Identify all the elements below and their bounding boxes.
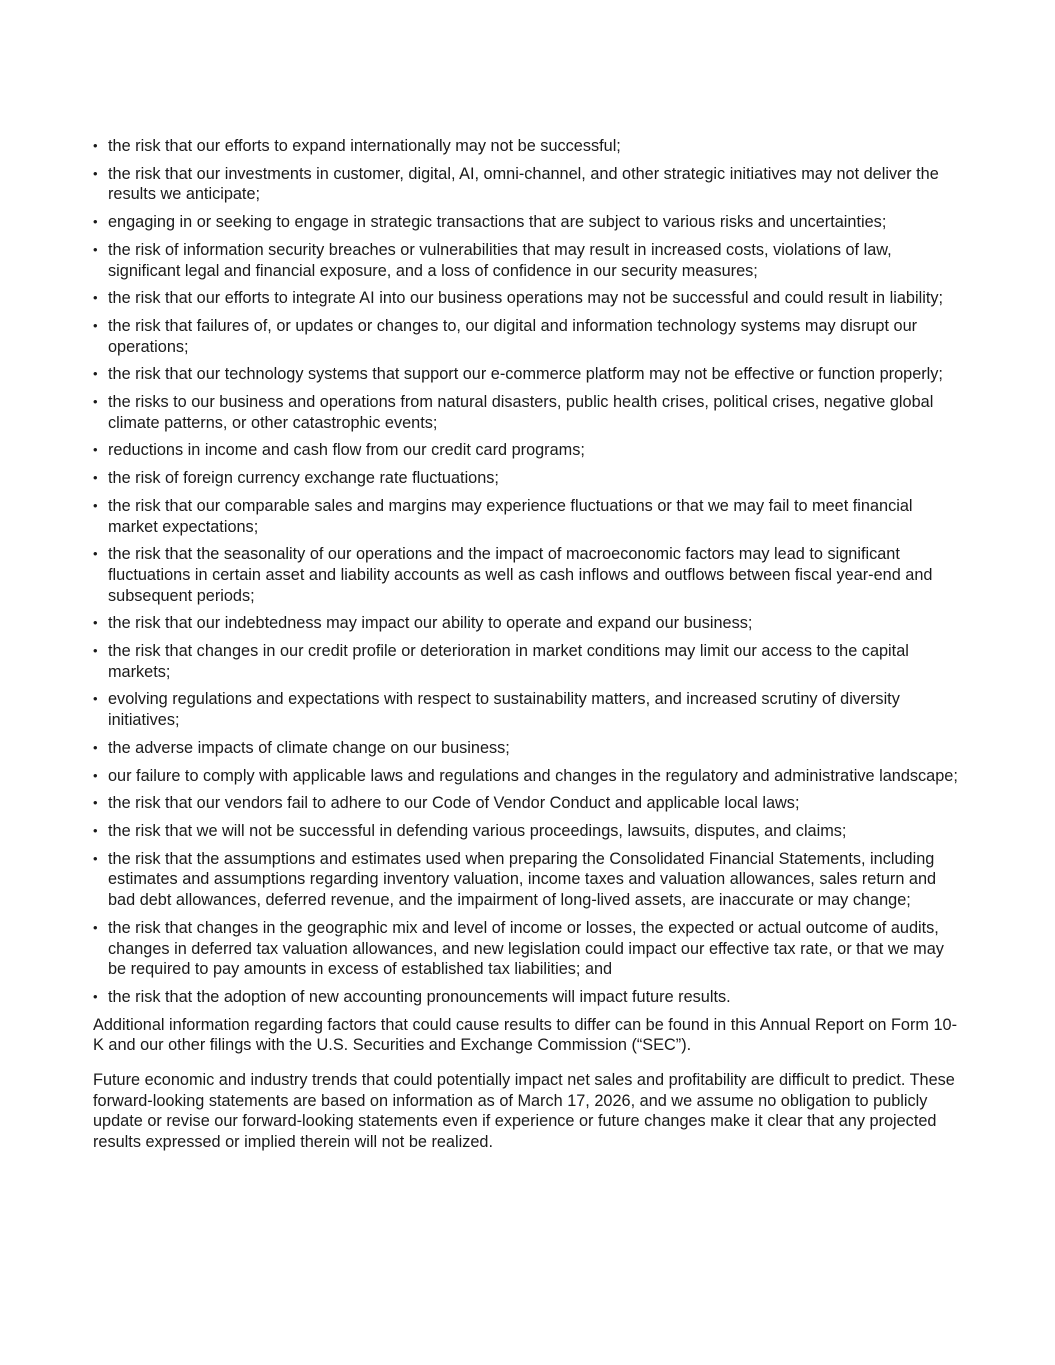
- list-item-text: the risk of information security breaches or vulnerabilities that may result in increased costs, violations of law, significant legal and financial exposure, and a loss of confidence in our security measures;: [108, 240, 892, 280]
- bullet-icon: •: [93, 643, 98, 659]
- list-item-text: the risk that our investments in customer, digital, AI, omni-channel, and other strategic initiatives may not deliver the results we anticipate;: [108, 164, 939, 204]
- list-item: [93, 918, 965, 980]
- bullet-icon: •: [93, 442, 98, 458]
- bullet-icon: •: [93, 822, 98, 838]
- list-item: [93, 821, 965, 842]
- list-item: [93, 613, 965, 634]
- list-item-text: the risk that our vendors fail to adhere to our Code of Vendor Conduct and applicable local laws;: [108, 794, 800, 813]
- list-item: [93, 766, 965, 787]
- bullet-icon: •: [93, 767, 98, 783]
- bullet-icon: •: [93, 165, 98, 181]
- list-item-text: evolving regulations and expectations with respect to sustainability matters, and increased scrutiny of diversity initiatives;: [108, 690, 900, 730]
- bullet-icon: •: [93, 988, 98, 1004]
- list-item: [93, 849, 965, 911]
- list-item-text: reductions in income and cash flow from our credit card programs;: [108, 441, 585, 460]
- risk-factor-list: [93, 136, 965, 1008]
- list-item-text: the risk that the seasonality of our operations and the impact of macroeconomic factors may lead to significant fluctuations in certain asset and liability accounts as well as cash inflows and outflows between fiscal year-end and subsequent periods;: [108, 545, 933, 605]
- list-item: [93, 288, 965, 309]
- bullet-icon: •: [93, 394, 98, 410]
- list-item-text: engaging in or seeking to engage in strategic transactions that are subject to various risks and uncertainties;: [108, 213, 887, 232]
- list-item-text: the risk of foreign currency exchange rate fluctuations;: [108, 469, 499, 488]
- bullet-icon: •: [93, 317, 98, 333]
- list-item: [93, 212, 965, 233]
- bullet-icon: •: [93, 470, 98, 486]
- list-item-text: the risk that our technology systems that support our e-commerce platform may not be effective or function properly;: [108, 365, 943, 384]
- list-item: [93, 440, 965, 461]
- list-item: [93, 793, 965, 814]
- list-item: [93, 496, 965, 537]
- list-item: [93, 136, 965, 157]
- list-item: [93, 689, 965, 730]
- list-item: [93, 738, 965, 759]
- list-item-text: the risk that the assumptions and estimates used when preparing the Consolidated Financial Statements, including estimates and assumptions regarding inventory valuation, income taxes and valuation allowances, sales return and bad debt allowances, deferred revenue, and the impairment of long-lived assets, are inaccurate or may change;: [108, 849, 937, 910]
- additional-information-paragraph: Additional information regarding factors that could cause results to differ can be found in this Annual Report on Form 10-K and our other filings with the U.S. Securities and Exchange Commission (“SEC”).: [93, 1015, 958, 1055]
- list-item-text: our failure to comply with applicable laws and regulations and changes in the regulatory and administrative landscape;: [108, 766, 958, 785]
- list-item: [93, 544, 965, 606]
- list-item: [93, 164, 965, 205]
- bullet-icon: •: [93, 919, 98, 935]
- list-item-text: the risk that we will not be successful in defending various proceedings, lawsuits, disputes, and claims;: [108, 821, 847, 840]
- bullet-icon: •: [93, 241, 98, 257]
- list-item-text: the risk that our indebtedness may impact our ability to operate and expand our business;: [108, 614, 753, 633]
- bullet-icon: •: [93, 138, 98, 153]
- list-item-text: the risk that the adoption of new accounting pronouncements will impact future results.: [108, 987, 731, 1006]
- bullet-icon: •: [93, 739, 98, 755]
- bullet-icon: •: [93, 214, 98, 230]
- bullet-icon: •: [93, 691, 98, 707]
- list-item: [93, 641, 965, 682]
- list-item: [93, 240, 965, 281]
- bullet-icon: •: [93, 546, 98, 562]
- list-item-text: the risks to our business and operations from natural disasters, public health crises, political crises, negative global climate patterns, or other catastrophic events;: [108, 393, 934, 432]
- document-page: [93, 136, 965, 1153]
- list-item-text: the risk that changes in the geographic mix and level of income or losses, the expected or actual outcome of audits, changes in deferred tax valuation allowances, and new legislation could impact our effective tax rate, or that we may be required to pay amounts in excess of established tax liabilities; and: [108, 918, 944, 979]
- bullet-icon: •: [93, 850, 98, 866]
- list-item-text: the risk that our comparable sales and margins may experience fluctuations or that we may fail to meet financial market expectations;: [108, 496, 913, 536]
- list-item-text: the risk that changes in our credit profile or deterioration in market conditions may limit our access to the capital markets;: [108, 642, 909, 681]
- list-item: [93, 987, 965, 1008]
- future-trends-paragraph: Future economic and industry trends that could potentially impact net sales and profitability are difficult to predict. These forward-looking statements are based on information as of March 17, 2026, and we assume no obligation to publicly update or revise our forward-looking statements even if experience or future changes make it clear that any projected results expressed or implied therein will not be realized.: [93, 1071, 955, 1152]
- list-item-text: the adverse impacts of climate change on our business;: [108, 738, 510, 757]
- list-item: [93, 468, 965, 489]
- bullet-icon: •: [93, 615, 98, 631]
- bullet-icon: •: [93, 290, 98, 306]
- list-item: [93, 316, 965, 357]
- list-item-text: the risk that failures of, or updates or changes to, our digital and information technology systems may disrupt our operations;: [108, 316, 918, 356]
- list-item-text: the risk that our efforts to integrate AI into our business operations may not be successful and could result in liability;: [108, 289, 944, 308]
- bullet-icon: •: [93, 795, 98, 811]
- list-item: [93, 364, 965, 385]
- list-item: [93, 392, 965, 433]
- bullet-icon: •: [93, 366, 98, 382]
- bullet-icon: •: [93, 497, 98, 513]
- list-item-text: the risk that our efforts to expand internationally may not be successful;: [108, 137, 621, 155]
